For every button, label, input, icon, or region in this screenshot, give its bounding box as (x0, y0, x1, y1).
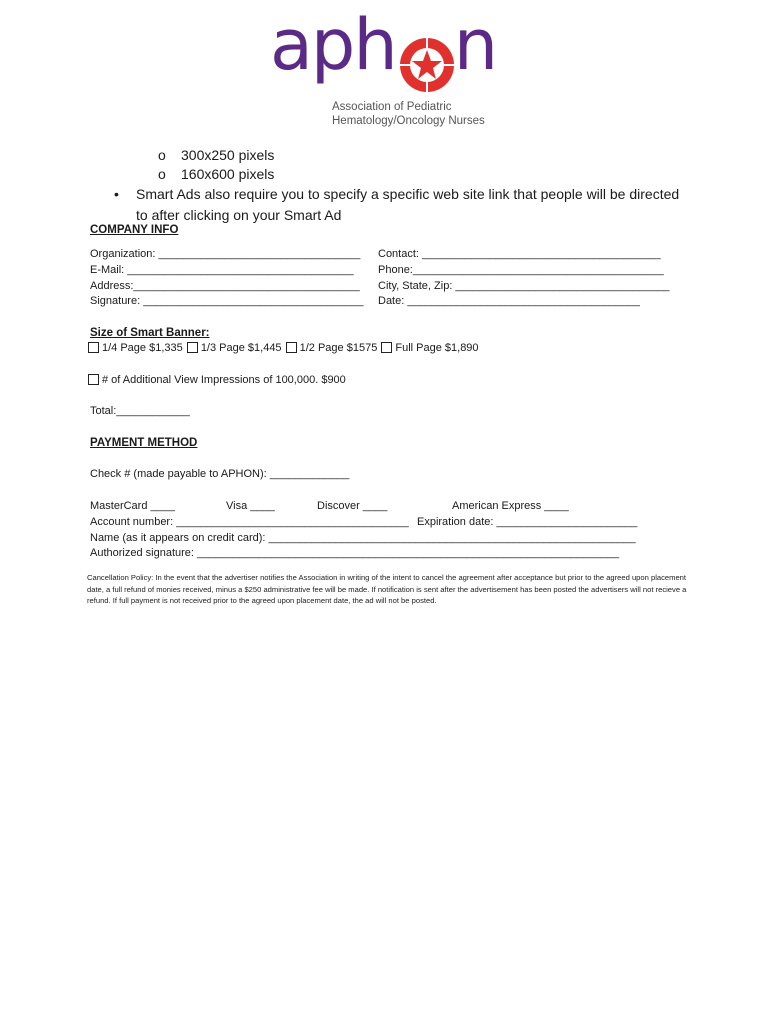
date-field[interactable]: Date: ______________________________________ (378, 295, 640, 307)
quarter-page-label: 1/4 Page $1,335 (102, 342, 183, 354)
star-in-circle-icon (398, 36, 456, 94)
quarter-page-checkbox[interactable] (88, 342, 99, 353)
impressions-checkbox[interactable] (88, 374, 99, 385)
discover-option[interactable]: Discover ____ (317, 500, 388, 512)
city-state-zip-field[interactable]: City, State, Zip: ___________________________________ (378, 280, 670, 292)
sub-bullet-item (158, 166, 274, 182)
logo-word-right: n (453, 4, 497, 86)
total-field[interactable]: Total:____________ (90, 405, 190, 417)
third-page-checkbox[interactable] (187, 342, 198, 353)
signature-field[interactable]: Signature: ____________________________________ (90, 295, 364, 307)
logo-subtitle-line1: Association of Pediatric (332, 101, 452, 113)
name-on-card-field[interactable]: Name (as it appears on credit card): ____________________________________________________________ (90, 532, 636, 544)
main-bullet-marker: • (114, 186, 119, 202)
email-field[interactable]: E-Mail: _____________________________________ (90, 264, 354, 276)
phone-field[interactable]: Phone:_________________________________________ (378, 264, 664, 276)
half-page-label: 1/2 Page $1575 (299, 342, 378, 354)
payment-method-title: PAYMENT METHOD (90, 437, 198, 449)
size-160x600: 160x600 pixels (181, 166, 275, 182)
smart-ads-note-line2: to after clicking on your Smart Ad (136, 207, 342, 223)
impressions-label: # of Additional View Impressions of 100,000. $900 (102, 374, 346, 386)
logo-subtitle (332, 100, 485, 128)
company-info-title: COMPANY INFO (90, 224, 179, 236)
sub-bullet-marker: o (158, 166, 166, 182)
banner-size-options (88, 342, 480, 354)
account-number-field[interactable]: Account number: ______________________________________ (90, 516, 409, 528)
expiration-date-field[interactable]: Expiration date: _______________________ (417, 516, 638, 528)
banner-size-title: Size of Smart Banner: (90, 327, 210, 339)
logo-word-left: aph (270, 4, 396, 86)
cancellation-policy: Cancellation Policy: In the event that the advertiser notifies the Association in writing of the intent to cancel the agreement after acceptance but prior to the agreed upon placement date, a full refund of monies received, minus a $250 administrative fee will be made. If notification is sent after the advertisement has been posted the advertisers will not recieve a refund. If full payment is not received prior to the agreed upon placement date, the ad will not be posted. (87, 573, 687, 605)
check-number-field[interactable]: Check # (made payable to APHON): _____________ (90, 468, 350, 480)
organization-field[interactable]: Organization: _________________________________ (90, 248, 361, 260)
sub-bullet-item (158, 147, 274, 163)
full-page-checkbox[interactable] (381, 342, 392, 353)
authorized-signature-field[interactable]: Authorized signature: _____________________________________________________________________ (90, 547, 620, 559)
amex-option[interactable]: American Express ____ (452, 500, 569, 512)
contact-field[interactable]: Contact: _______________________________________ (378, 248, 661, 260)
mastercard-option[interactable]: MasterCard ____ (90, 500, 175, 512)
smart-ads-note-line1: Smart Ads also require you to specify a specific web site link that people will be directed (136, 186, 680, 202)
address-field[interactable]: Address:_____________________________________ (90, 280, 360, 292)
visa-option[interactable]: Visa ____ (226, 500, 275, 512)
third-page-label: 1/3 Page $1,445 (200, 342, 282, 354)
logo-subtitle-line2: Hematology/Oncology Nurses (332, 115, 485, 127)
main-bullet-item (114, 184, 679, 205)
full-page-label: Full Page $1,890 (395, 342, 479, 354)
size-300x250: 300x250 pixels (181, 147, 275, 163)
impressions-option (88, 374, 346, 386)
half-page-checkbox[interactable] (286, 342, 297, 353)
sub-bullet-marker: o (158, 147, 166, 163)
logo-wordmark (270, 4, 497, 86)
